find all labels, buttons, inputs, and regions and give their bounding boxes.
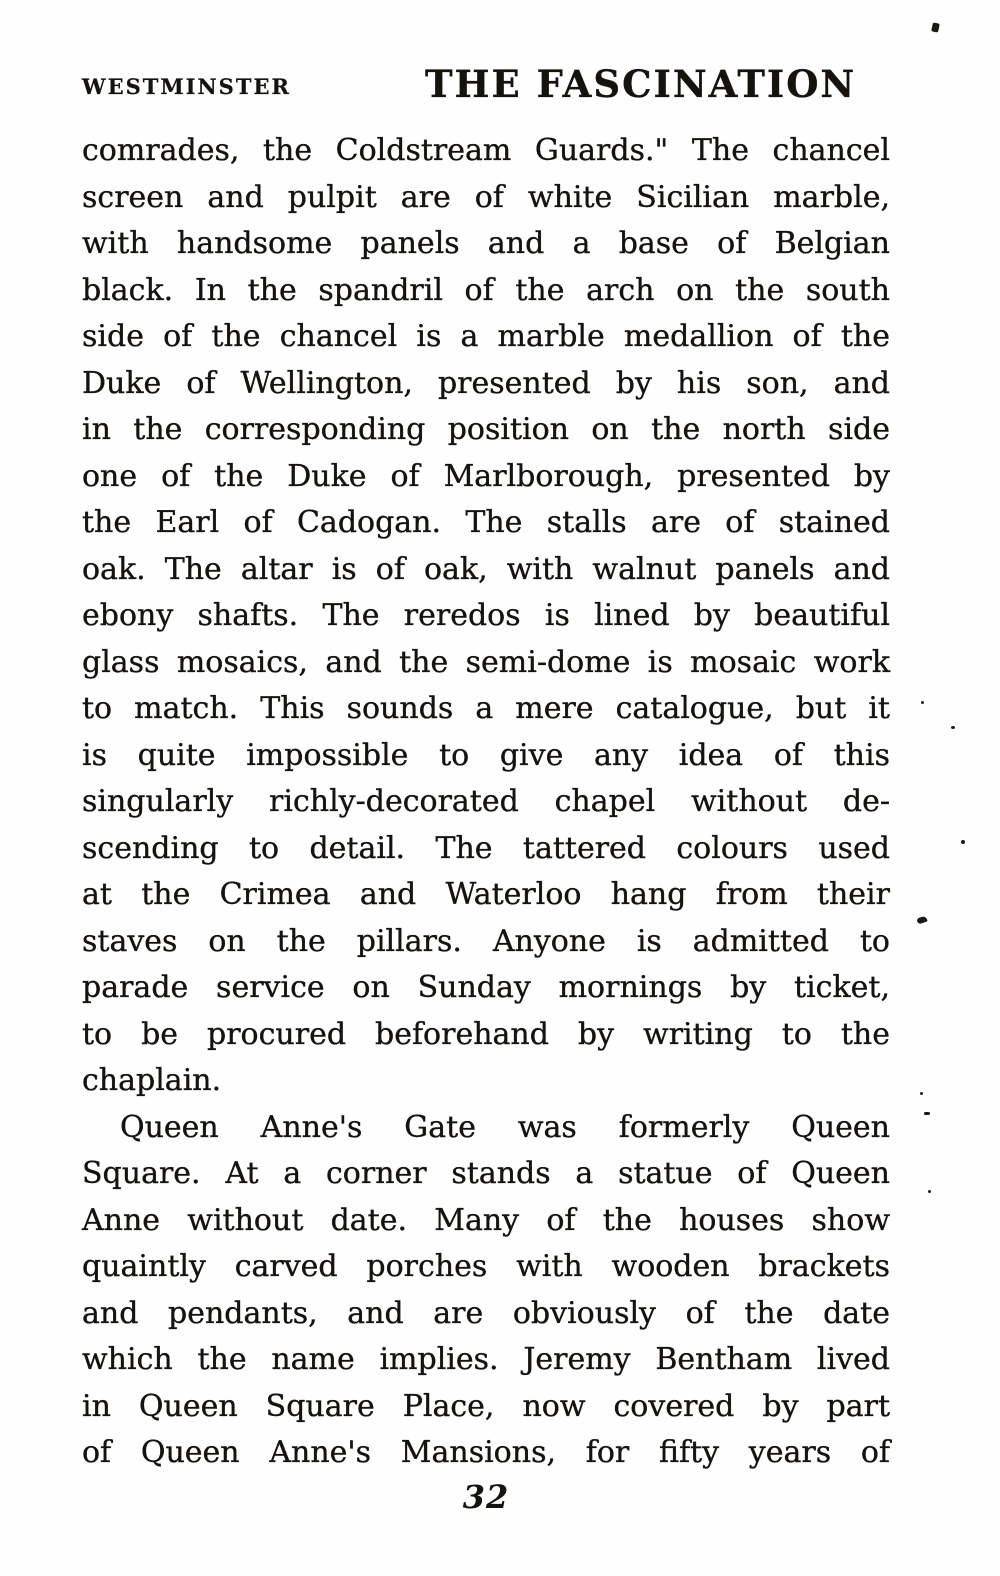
text-line: the Earl of Cadogan. The stalls are of stained (82, 505, 890, 540)
text-line: to be procured beforehand by writing to the (82, 1016, 890, 1052)
running-head-title: THE FASCINATION (425, 62, 857, 106)
text-line: is quite impossible to give any idea of this (82, 737, 890, 773)
text-line: oak. The altar is of oak, with walnut panels and (82, 551, 890, 587)
text-line: Square. At a corner stands a statue of Queen (82, 1156, 890, 1191)
page-number: 32 (462, 1478, 510, 1516)
text-line: chaplain. (82, 1063, 222, 1098)
scan-speck (920, 1092, 923, 1095)
scan-speck (928, 1190, 931, 1193)
text-line: screen and pulpit are of white Sicilian marble, (82, 179, 890, 215)
text-line: Queen Anne's Gate was formerly Queen (120, 1109, 890, 1145)
text-line: parade service on Sunday mornings by ticket, (82, 970, 890, 1005)
text-line: scending to detail. The tattered colours used (82, 830, 890, 866)
text-line: at the Crimea and Waterloo hang from their (82, 877, 890, 912)
text-line: and pendants, and are obviously of the date (82, 1295, 890, 1331)
text-line: which the name implies. Jeremy Bentham lived (82, 1342, 890, 1377)
scan-speck (916, 916, 927, 925)
text-line: black. In the spandril of the arch on the south (82, 272, 890, 308)
text-line: to match. This sounds a mere catalogue, but it (82, 691, 890, 726)
text-line: comrades, the Coldstream Guards." The chancel (82, 133, 890, 168)
text-line: in the corresponding position on the north side (82, 412, 890, 447)
text-line: Duke of Wellington, presented by his son, and (82, 365, 890, 401)
scan-speck (924, 1112, 930, 1115)
body-text (82, 128, 890, 1477)
text-line: side of the chancel is a marble medallion of the (82, 319, 890, 354)
scan-speck (961, 840, 965, 844)
text-line: singularly richly-decorated chapel without de- (82, 784, 890, 819)
scan-speck (921, 701, 924, 704)
text-line: one of the Duke of Marlborough, presented by (82, 458, 890, 494)
scan-speck (951, 726, 955, 729)
scan-speck (931, 22, 940, 32)
text-line: glass mosaics, and the semi-dome is mosaic work (82, 644, 890, 680)
running-head-section: WESTMINSTER (82, 74, 291, 99)
text-line: Anne without date. Many of the houses show (82, 1202, 890, 1238)
text-line: quaintly carved porches with wooden brackets (82, 1249, 890, 1284)
text-line: in Queen Square Place, now covered by part (82, 1388, 890, 1424)
text-line: of Queen Anne's Mansions, for fifty years of (82, 1435, 890, 1470)
text-line: ebony shafts. The reredos is lined by beautiful (82, 598, 890, 633)
text-line: with handsome panels and a base of Belgian (82, 226, 890, 261)
text-line: staves on the pillars. Anyone is admitted to (82, 923, 890, 959)
